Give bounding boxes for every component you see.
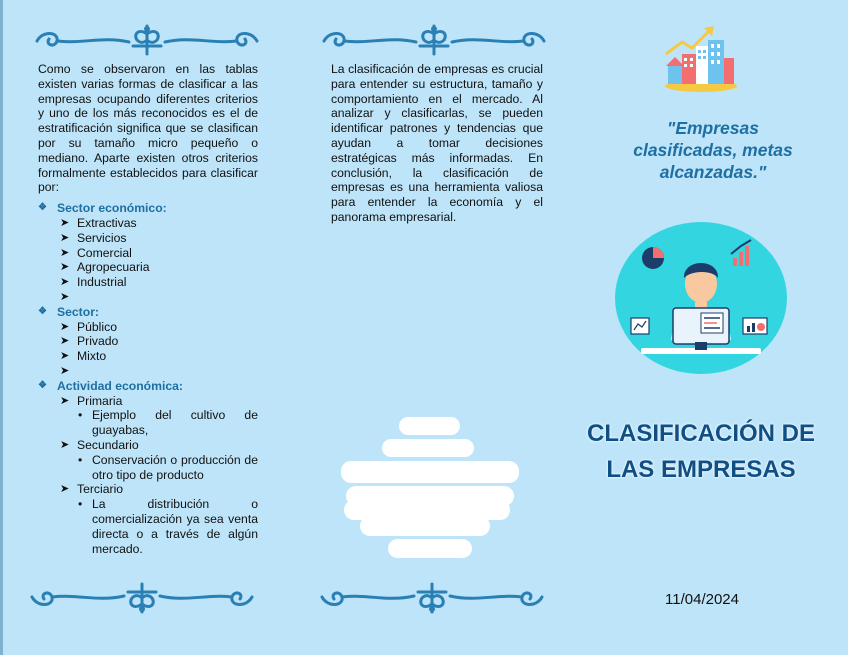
top-middle-flourish-icon (320, 24, 548, 56)
list-item (60, 394, 258, 438)
sub-list-item: • La distribución o comercialización ya sea venta directa o a través de algún mercado. (77, 497, 258, 556)
list-item: ➤ Extractivas (60, 216, 258, 231)
list (38, 216, 258, 305)
sub-list-item: • Conservación o producción de otro tipo de producto (77, 453, 258, 483)
list-item (60, 438, 258, 482)
city-growth-icon (660, 24, 742, 100)
diamond-bullet-icon: ❖ (38, 202, 47, 214)
list-item: ➤ Público (60, 320, 258, 335)
brochure-date: 11/04/2024 (665, 591, 739, 608)
diamond-bullet-icon: ❖ (38, 379, 47, 391)
list-item-label: Primaria (77, 393, 123, 408)
page-edge (0, 0, 3, 655)
list-item: ➤ Mixto (60, 349, 258, 364)
sub-list (77, 453, 258, 483)
left-panel (38, 62, 258, 556)
list-item: ➤ Privado (60, 334, 258, 349)
list-item-label: Terciario (77, 482, 124, 497)
list-item (60, 482, 258, 556)
top-left-flourish-icon (33, 24, 261, 56)
conclusion-paragraph: La clasificación de empresas es crucial para entender su estructura, tamaño y comportamiento en el mercado. Al analizar y clasificarlas, se pueden identificar patrones y tendencias que ayudan a tomar decisiones estratégicas más informadas. En conclusión, la clasificación de empresas es una herramienta valiosa para entender la economía y el panorama empresarial. (331, 62, 543, 224)
diamond-bullet-icon: ❖ (38, 305, 47, 317)
list-item: ➤ Servicios (60, 231, 258, 246)
redaction-block (341, 461, 519, 483)
section-actividad-economica (38, 379, 258, 557)
intro-paragraph: Como se observaron en las tablas existen varias formas de clasificar a las empresas ocupando diferentes criterios y uno de los más reconocidos es el de estratificación significa que se clasifican por su tamaño micro pequeño o mediano. Aparte existen otros criterios formalmente establecidos para clasificar por: (38, 62, 258, 195)
sub-list (77, 497, 258, 556)
slogan-quote: "Empresas clasificadas, metas alcanzadas." (633, 118, 793, 182)
bottom-middle-flourish-icon (318, 582, 546, 614)
business-analyst-icon (613, 220, 789, 376)
section-sector (38, 305, 258, 379)
redaction-block (388, 539, 472, 558)
bottom-left-flourish-icon (28, 582, 256, 614)
sub-list-item: • Ejemplo del cultivo de guayabas, (77, 408, 258, 438)
section-heading: Sector: (57, 304, 99, 319)
list-item-empty (60, 290, 258, 305)
brochure-title: CLASIFICACIÓN DE LAS EMPRESAS (587, 420, 815, 483)
section-heading: Sector económico: (57, 201, 167, 216)
list-item: ➤ Agropecuaria (60, 260, 258, 275)
sub-list (77, 408, 258, 438)
list-item: ➤ Comercial (60, 246, 258, 261)
list-item-empty (60, 364, 258, 379)
section-sector-economico (38, 201, 258, 305)
middle-panel (331, 62, 543, 225)
list-item: ➤ Industrial (60, 275, 258, 290)
section-heading: Actividad económica: (57, 378, 183, 393)
redaction-block (360, 516, 490, 536)
list-item-label: Secundario (77, 437, 139, 452)
redaction-block (382, 439, 474, 457)
list (38, 394, 258, 557)
list (38, 320, 258, 379)
redaction-block (399, 417, 460, 435)
